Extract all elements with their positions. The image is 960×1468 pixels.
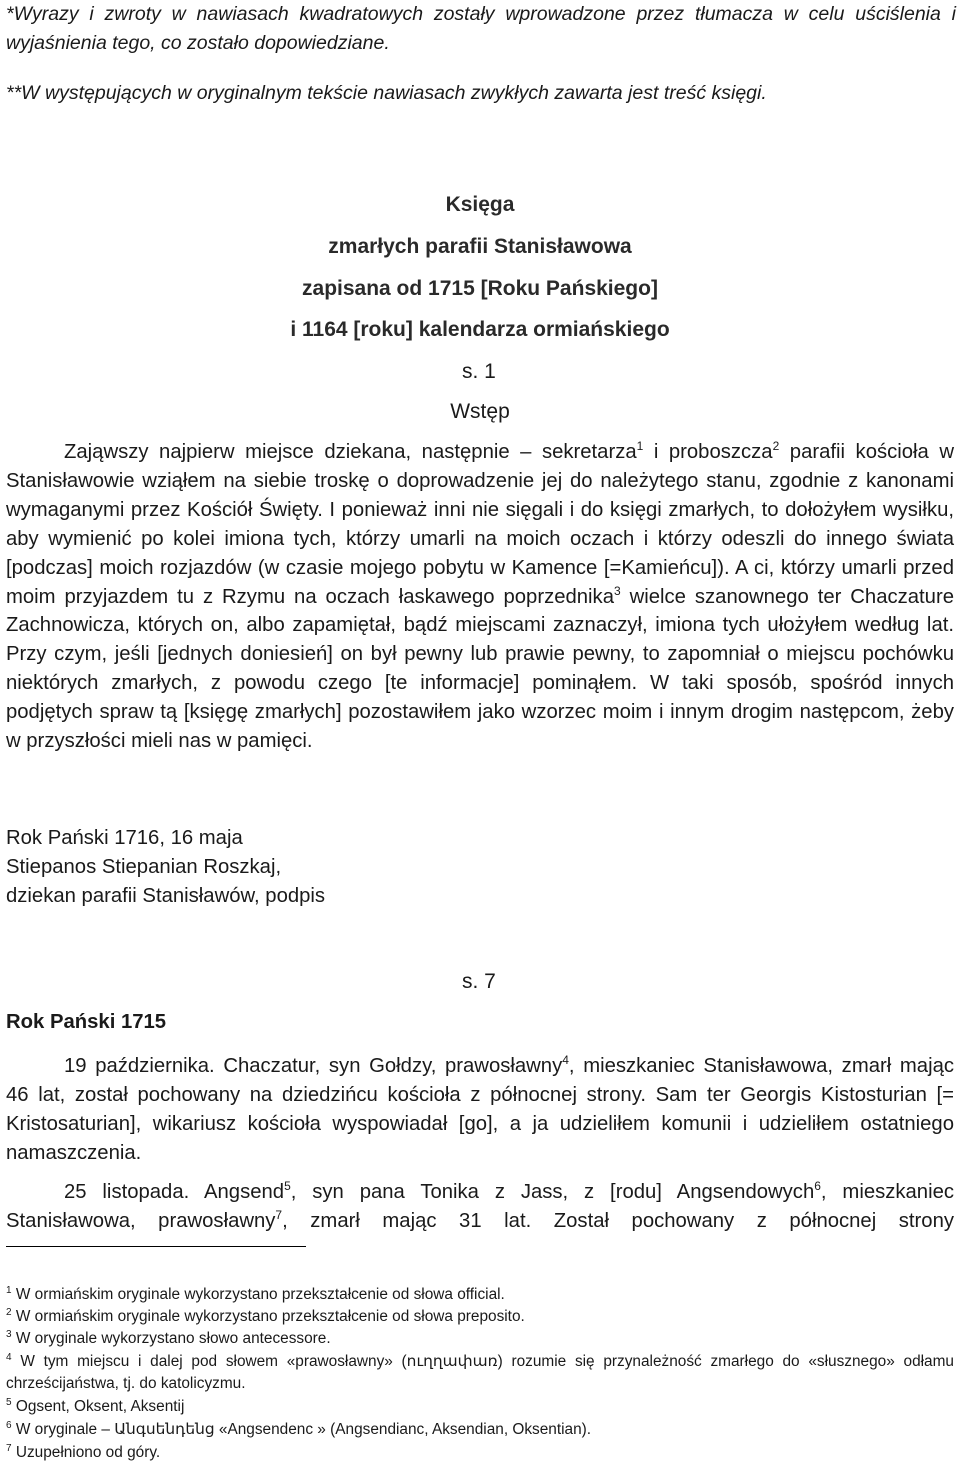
footnote: $^1$ W ormiańskim oryginale wykorzystano przekształcenie od słowa official. [6, 1284, 505, 1303]
footnote: $^3$ W oryginale wykorzystano słowo antecessore. [6, 1328, 331, 1347]
footnote-ref: 4 [562, 1053, 569, 1068]
footnote: $^6$ W oryginale – Անգսենդենց «Angsendenc » (Angsendianc, Aksendian, Oksentian). [6, 1419, 592, 1438]
footnote-ref: 3 [613, 583, 621, 598]
footnote-ref: 1 [636, 439, 644, 454]
translator-note: *Wyrazy i zwroty w nawiasach kwadratowych zostały wprowadzone przez tłumacza w celu uściślenia i wyjaśnienia tego, co zostało dopowiedziane. [6, 3, 956, 54]
book-title: Księga [445, 193, 515, 216]
page-reference-1: s. 1 [462, 360, 496, 383]
year-heading: Rok Pański 1715 [6, 1011, 167, 1033]
intro-paragraph: Zająwszy najpierw miejsce dziekana, następnie – sekretarza$^1$ i proboszcza$^2$ parafii kościoła w Stanisławowie wziąłem na siebie troskę o doprowadzenie jej do należytego stanu, zgodnie z kanonami wymaganymi przez Kościół Święty. I ponieważ inni nie sięgali i do księgi zmarłych, to dołożyłem wysiłku, aby wymienić po kolei imiona tych, którzy umarli na moich oczach i którzy odeszli do innego świata [podczas] moich rozjazdów (w czasie mojego pobytu w Kamence [=Kamieńcu]). A ci, którzy umarli przed moim przyjazdem tu z Rzymu na oczach łaskawego poprzednika$^3$ wielce szanownego ter Chaczature Zachnowicza, których on, albo zapamiętał, bądź miejscami zaznaczył, imiona tych ułożyłem według lat. Przy czym, jeśli [jednych doniesień] on był pewny lub prawie pewny, to zapomniał o miejscu pochówku niektórych zmarłych, z powodu czego [te informacje] pominąłem. W taki sposób, spośród innych podjętych spraw tą [księgę zmarłych] pozostawiłem jako wzorzec moim i innym drogim następcom, żeby w przyszłości mieli nas w pamięci. [6, 439, 954, 753]
signature-block: Rok Pański 1716, 16 maja Stiepanos Stiepanian Roszkaj, dziekan parafii Stanisławów, podpis [6, 827, 326, 907]
death-entry: 25 listopada. Angsend$^5$, syn pana Tonika z Jass, z [rodu] Angsendowych$^6$, mieszkaniec Stanisławowa, prawosławny$^7$, zmarł mając 31 lat. Został pochowany z północnej strony [6, 1179, 955, 1232]
footnote-divider [6, 1246, 306, 1247]
footnote-ref: 7 [275, 1208, 283, 1223]
book-subtitle-2: zapisana od 1715 [Roku Pańskiego] [302, 277, 658, 300]
footnote: $^4$ W tym miejscu i dalej pod słowem «prawosławny» (ուղղափառ) rozumie się przynależność zmarłego do «słusznego» odłamu chrześcijaństwa, tj. do katolicyzmu. [6, 1351, 954, 1392]
book-subtitle-3: i 1164 [roku] kalendarza ormiańskiego [290, 318, 670, 341]
death-entry: 19 października. Chaczatur, syn Gołdzy, prawosławny$^4$, mieszkaniec Stanisławowa, zmarł mając 46 lat, został pochowany na dziedzińcu kościoła z północnej strony. Sam ter Georgis Kistosturian [= Kristosaturian], wikariusz kościoła wyspowiadał [go], a ja udzieliłem komunii i udzieliłem ostatniego namaszczenia. [6, 1053, 954, 1164]
book-subtitle-1: zmarłych parafii Stanisławowa [328, 235, 632, 258]
original-brackets-note: **W występujących w oryginalnym tekście nawiasach zwykłych zawarta jest treść księgi. [6, 82, 767, 104]
footnote: $^2$ W ormiańskim oryginale wykorzystano przekształcenie od słowa preposito. [6, 1306, 525, 1325]
footnote-ref: 2 [772, 439, 780, 454]
footnote-ref: 6 [814, 1179, 821, 1194]
page-reference-7: s. 7 [462, 970, 496, 993]
section-heading: Wstęp [450, 400, 510, 423]
footnote-ref: 5 [284, 1179, 291, 1194]
footnote: $^5$ Ogsent, Oksent, Aksentij [6, 1396, 185, 1415]
footnote: $^7$ Uzupełniono od góry. [6, 1442, 161, 1461]
